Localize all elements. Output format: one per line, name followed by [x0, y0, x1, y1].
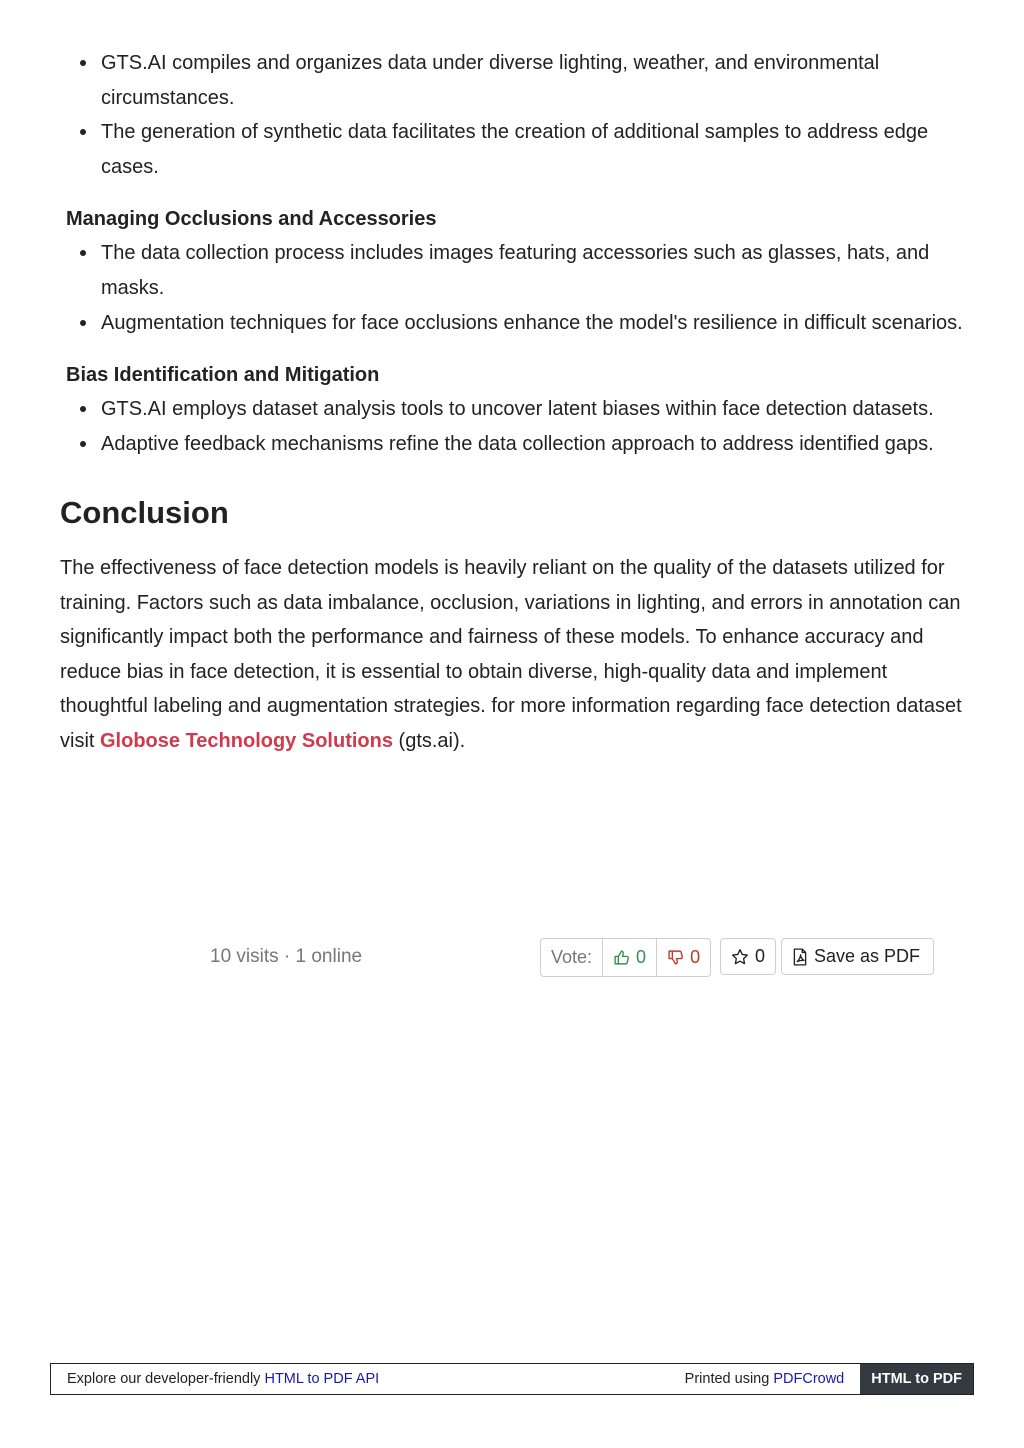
list-item: GTS.AI compiles and organizes data under diverse lighting, weather, and environmental circumstances. [101, 46, 964, 115]
vote-label: Vote: [541, 939, 603, 976]
bias-bullet-list [60, 392, 964, 461]
star-button[interactable] [720, 938, 776, 975]
article-body [60, 46, 964, 758]
star-icon [731, 948, 749, 966]
conclusion-text: The effectiveness of face detection models is heavily reliant on the quality of the datasets utilized for training. Factors such as data imbalance, occlusion, variations in lighting, and errors in annotation can significantly impact both the performance and fairness of these models. To enhance accuracy and reduce bias in face detection, it is essential to obtain diverse, high-quality data and implement thoughtful labeling and augmentation strategies. [60, 557, 961, 718]
environment-bullet-list [60, 46, 964, 184]
html-to-pdf-api-link[interactable]: HTML to PDF API [264, 1371, 380, 1387]
html-to-pdf-tag[interactable]: HTML to PDF [860, 1364, 973, 1394]
footer-right [685, 1371, 861, 1387]
globose-link[interactable]: Globose Technology Solutions [100, 729, 393, 752]
more-info-text: for more information regarding face detection dataset visit [60, 695, 962, 752]
bias-heading: Bias Identification and Mitigation [66, 364, 380, 387]
occlusion-heading: Managing Occlusions and Accessories [66, 208, 437, 231]
upvote-button[interactable] [603, 939, 657, 976]
footer-right-text: Printed using [684, 1371, 774, 1387]
thumbs-down-icon [667, 949, 684, 966]
list-item: The data collection process includes images featuring accessories such as glasses, hats, and masks. [101, 236, 964, 305]
star-count: 0 [755, 946, 766, 966]
conclusion-paragraph [60, 551, 964, 758]
list-item: The generation of synthetic data facilitates the creation of additional samples to address edge cases. [101, 115, 964, 184]
visit-stats: 10 visits · 1 online [210, 946, 363, 967]
pdfcrowd-footer [50, 1363, 974, 1395]
downvote-count: 0 [690, 947, 701, 967]
downvote-button[interactable] [657, 939, 710, 976]
save-as-pdf-button[interactable] [781, 938, 934, 975]
vote-group [540, 938, 711, 977]
pdfcrowd-link[interactable]: PDFCrowd [773, 1371, 845, 1387]
list-item: Adaptive feedback mechanisms refine the data collection approach to address identified gaps. [101, 427, 964, 462]
list-item: GTS.AI employs dataset analysis tools to uncover latent biases within face detection datasets. [101, 392, 964, 427]
gts-domain-text: (gts.ai). [398, 729, 466, 752]
save-as-pdf-label: Save as PDF [814, 946, 921, 966]
occlusion-bullet-list [60, 236, 964, 340]
footer-left [51, 1371, 379, 1387]
list-item: Augmentation techniques for face occlusions enhance the model's resilience in difficult scenarios. [101, 306, 964, 341]
thumbs-up-icon [613, 949, 630, 966]
pdf-file-icon [792, 948, 808, 966]
upvote-count: 0 [636, 947, 647, 967]
footer-left-text: Explore our developer-friendly [67, 1371, 265, 1387]
conclusion-heading: Conclusion [60, 495, 229, 531]
